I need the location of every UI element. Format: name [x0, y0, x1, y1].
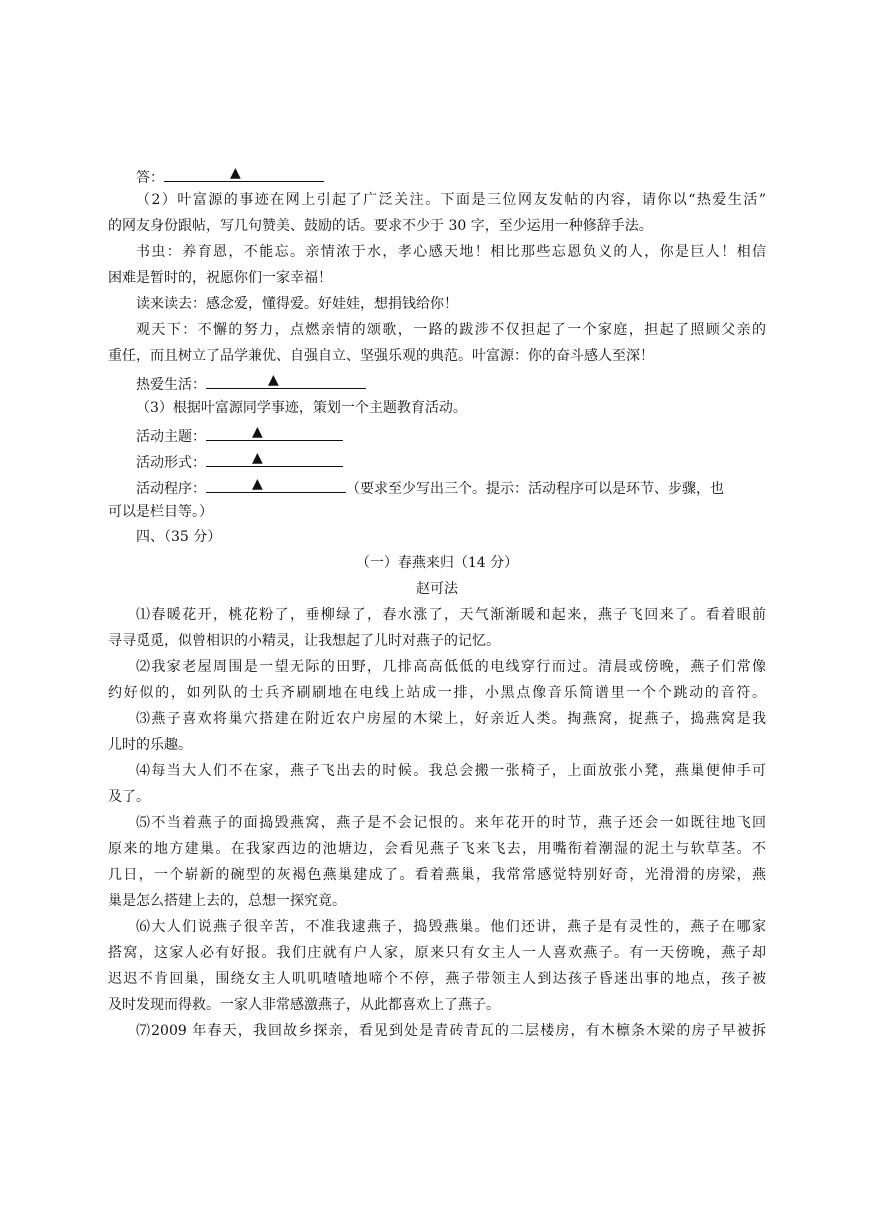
paragraph-2-line-2: 约好似的，如列队的士兵齐刷刷地在电线上站成一排，小黑点像音乐简谱里一个个跳动的音符。 — [108, 685, 766, 701]
paragraph-5-line-1: ⑸不当着燕子的面捣毁燕窝，燕子是不会记恨的。来年花开的时节，燕子还会一如既往地飞回 — [136, 815, 766, 831]
paragraph-4-line-2: 及了。 — [108, 789, 150, 805]
theme-line — [136, 422, 766, 446]
q3-line: （3）根据叶富源同学事迹，策划一个主题教育活动。 — [136, 400, 467, 416]
passage-author: 赵可法 — [416, 581, 458, 597]
paragraph-6-line-4: 及时发现而得救。一家人非常感激燕子，从此都喜欢上了燕子。 — [108, 997, 500, 1013]
program-note-2: 可以是栏目等。） — [108, 504, 213, 520]
paragraph-1-line-1: ⑴春暖花开，桃花粉了，垂柳绿了，春水涨了，天气渐渐暖和起来，燕子飞回来了。看着眼前 — [136, 607, 766, 623]
paragraph-5-line-3: 几日，一个崭新的碗型的灰褐色燕巢建成了。看着燕巢，我常常感觉特别好奇，光滑滑的房梁，燕 — [108, 867, 766, 883]
paragraph-6-line-2: 搭窝，这家人必有好报。我们庄就有户人家，原来只有女主人一人喜欢燕子。有一天傍晚，燕子却 — [108, 945, 766, 961]
shuchong-line-1: 书虫：养育恩，不能忘。亲情浓于水，孝心感天地！相比那些忘恩负义的人，你是巨人！相信 — [136, 244, 766, 260]
section-four-heading: 四、（35 分） — [136, 529, 222, 545]
paragraph-2-line-1: ⑵我家老屋周围是一望无际的田野，几排高高低低的电线穿行而过。清晨或傍晚，燕子们常像 — [136, 659, 766, 675]
q2-line-1: （2）叶富源的事迹在网上引起了广泛关注。下面是三位网友发帖的内容，请你以“热爱生活” — [136, 192, 766, 208]
triangle-marker-icon: ▲ — [252, 424, 263, 440]
program-blank[interactable] — [206, 474, 346, 493]
form-label: 活动形式： — [136, 455, 206, 471]
program-label: 活动程序： — [136, 481, 206, 497]
paragraph-7-line-1: ⑺2009 年春天，我回故乡探亲，看见到处是青砖青瓦的二层楼房，有木檩条木梁的房子早被拆 — [136, 1023, 766, 1039]
guan-line-2: 重任，而且树立了品学兼优、自强自立、坚强乐观的典范。叶富源：你的奋斗感人至深！ — [108, 348, 654, 364]
paragraph-4-line-1: ⑷每当大人们不在家，燕子飞出去的时候。我总会搬一张椅子，上面放张小凳，燕巢便伸手可 — [136, 763, 766, 779]
answer-line — [136, 163, 766, 187]
shuchong-line-2: 困难是暂时的，祝愿你们一家幸福！ — [108, 270, 332, 286]
triangle-marker-icon: ▲ — [252, 450, 263, 466]
paragraph-3-line-2: 儿时的乐趣。 — [108, 737, 192, 753]
paragraph-5-line-4: 巢是怎么搭建上去的，总想一探究竟。 — [108, 893, 346, 909]
form-blank[interactable] — [206, 448, 343, 467]
paragraph-6-line-1: ⑹大人们说燕子很辛苦，不准我逮燕子，捣毁燕巢。他们还讲，燕子是有灵性的，燕子在哪家 — [136, 919, 766, 935]
answer-blank[interactable] — [164, 163, 324, 182]
dulai-line: 读来读去：感念爱，懂得爱。好娃娃，想捐钱给你！ — [136, 296, 458, 312]
theme-blank[interactable] — [206, 422, 343, 441]
form-line — [136, 448, 766, 472]
program-note: （要求至少写出三个。提示：活动程序可以是环节、步骤，也 — [346, 481, 724, 497]
answer-label: 答： — [136, 170, 164, 186]
triangle-marker-icon: ▲ — [268, 372, 279, 388]
triangle-marker-icon: ▲ — [230, 165, 241, 181]
triangle-marker-icon: ▲ — [252, 476, 263, 492]
reai-line — [136, 370, 766, 394]
theme-label: 活动主题： — [136, 429, 206, 445]
program-line — [136, 474, 766, 498]
paragraph-6-line-3: 迟迟不肯回巢，围绕女主人叽叽喳喳地啼个不停，燕子带领主人到达孩子昏迷出事的地点，孩子被 — [108, 971, 766, 987]
guan-line-1: 观天下：不懈的努力，点燃亲情的颂歌，一路的跋涉不仅担起了一个家庭，担起了照顾父亲的 — [136, 322, 766, 338]
paragraph-5-line-2: 原来的地方建巢。在我家西边的池塘边，会看见燕子飞来飞去，用嘴衔着潮湿的泥土与软草茎。不 — [108, 841, 766, 857]
passage-title: （一）春燕来归（14 分） — [355, 555, 519, 571]
paragraph-1-line-2: 寻寻觅觅，似曾相识的小精灵，让我想起了儿时对燕子的记忆。 — [108, 633, 500, 649]
q2-line-2: 的网友身份跟帖，写几句赞美、鼓励的话。要求不少于 30 字，至少运用一种修辞手法。 — [108, 218, 653, 234]
reai-blank[interactable] — [206, 370, 366, 389]
reai-label: 热爱生活： — [136, 377, 206, 393]
paragraph-3-line-1: ⑶燕子喜欢将巢穴搭建在附近农户房屋的木梁上，好亲近人类。掏燕窝，捉燕子，捣燕窝是我 — [136, 711, 766, 727]
